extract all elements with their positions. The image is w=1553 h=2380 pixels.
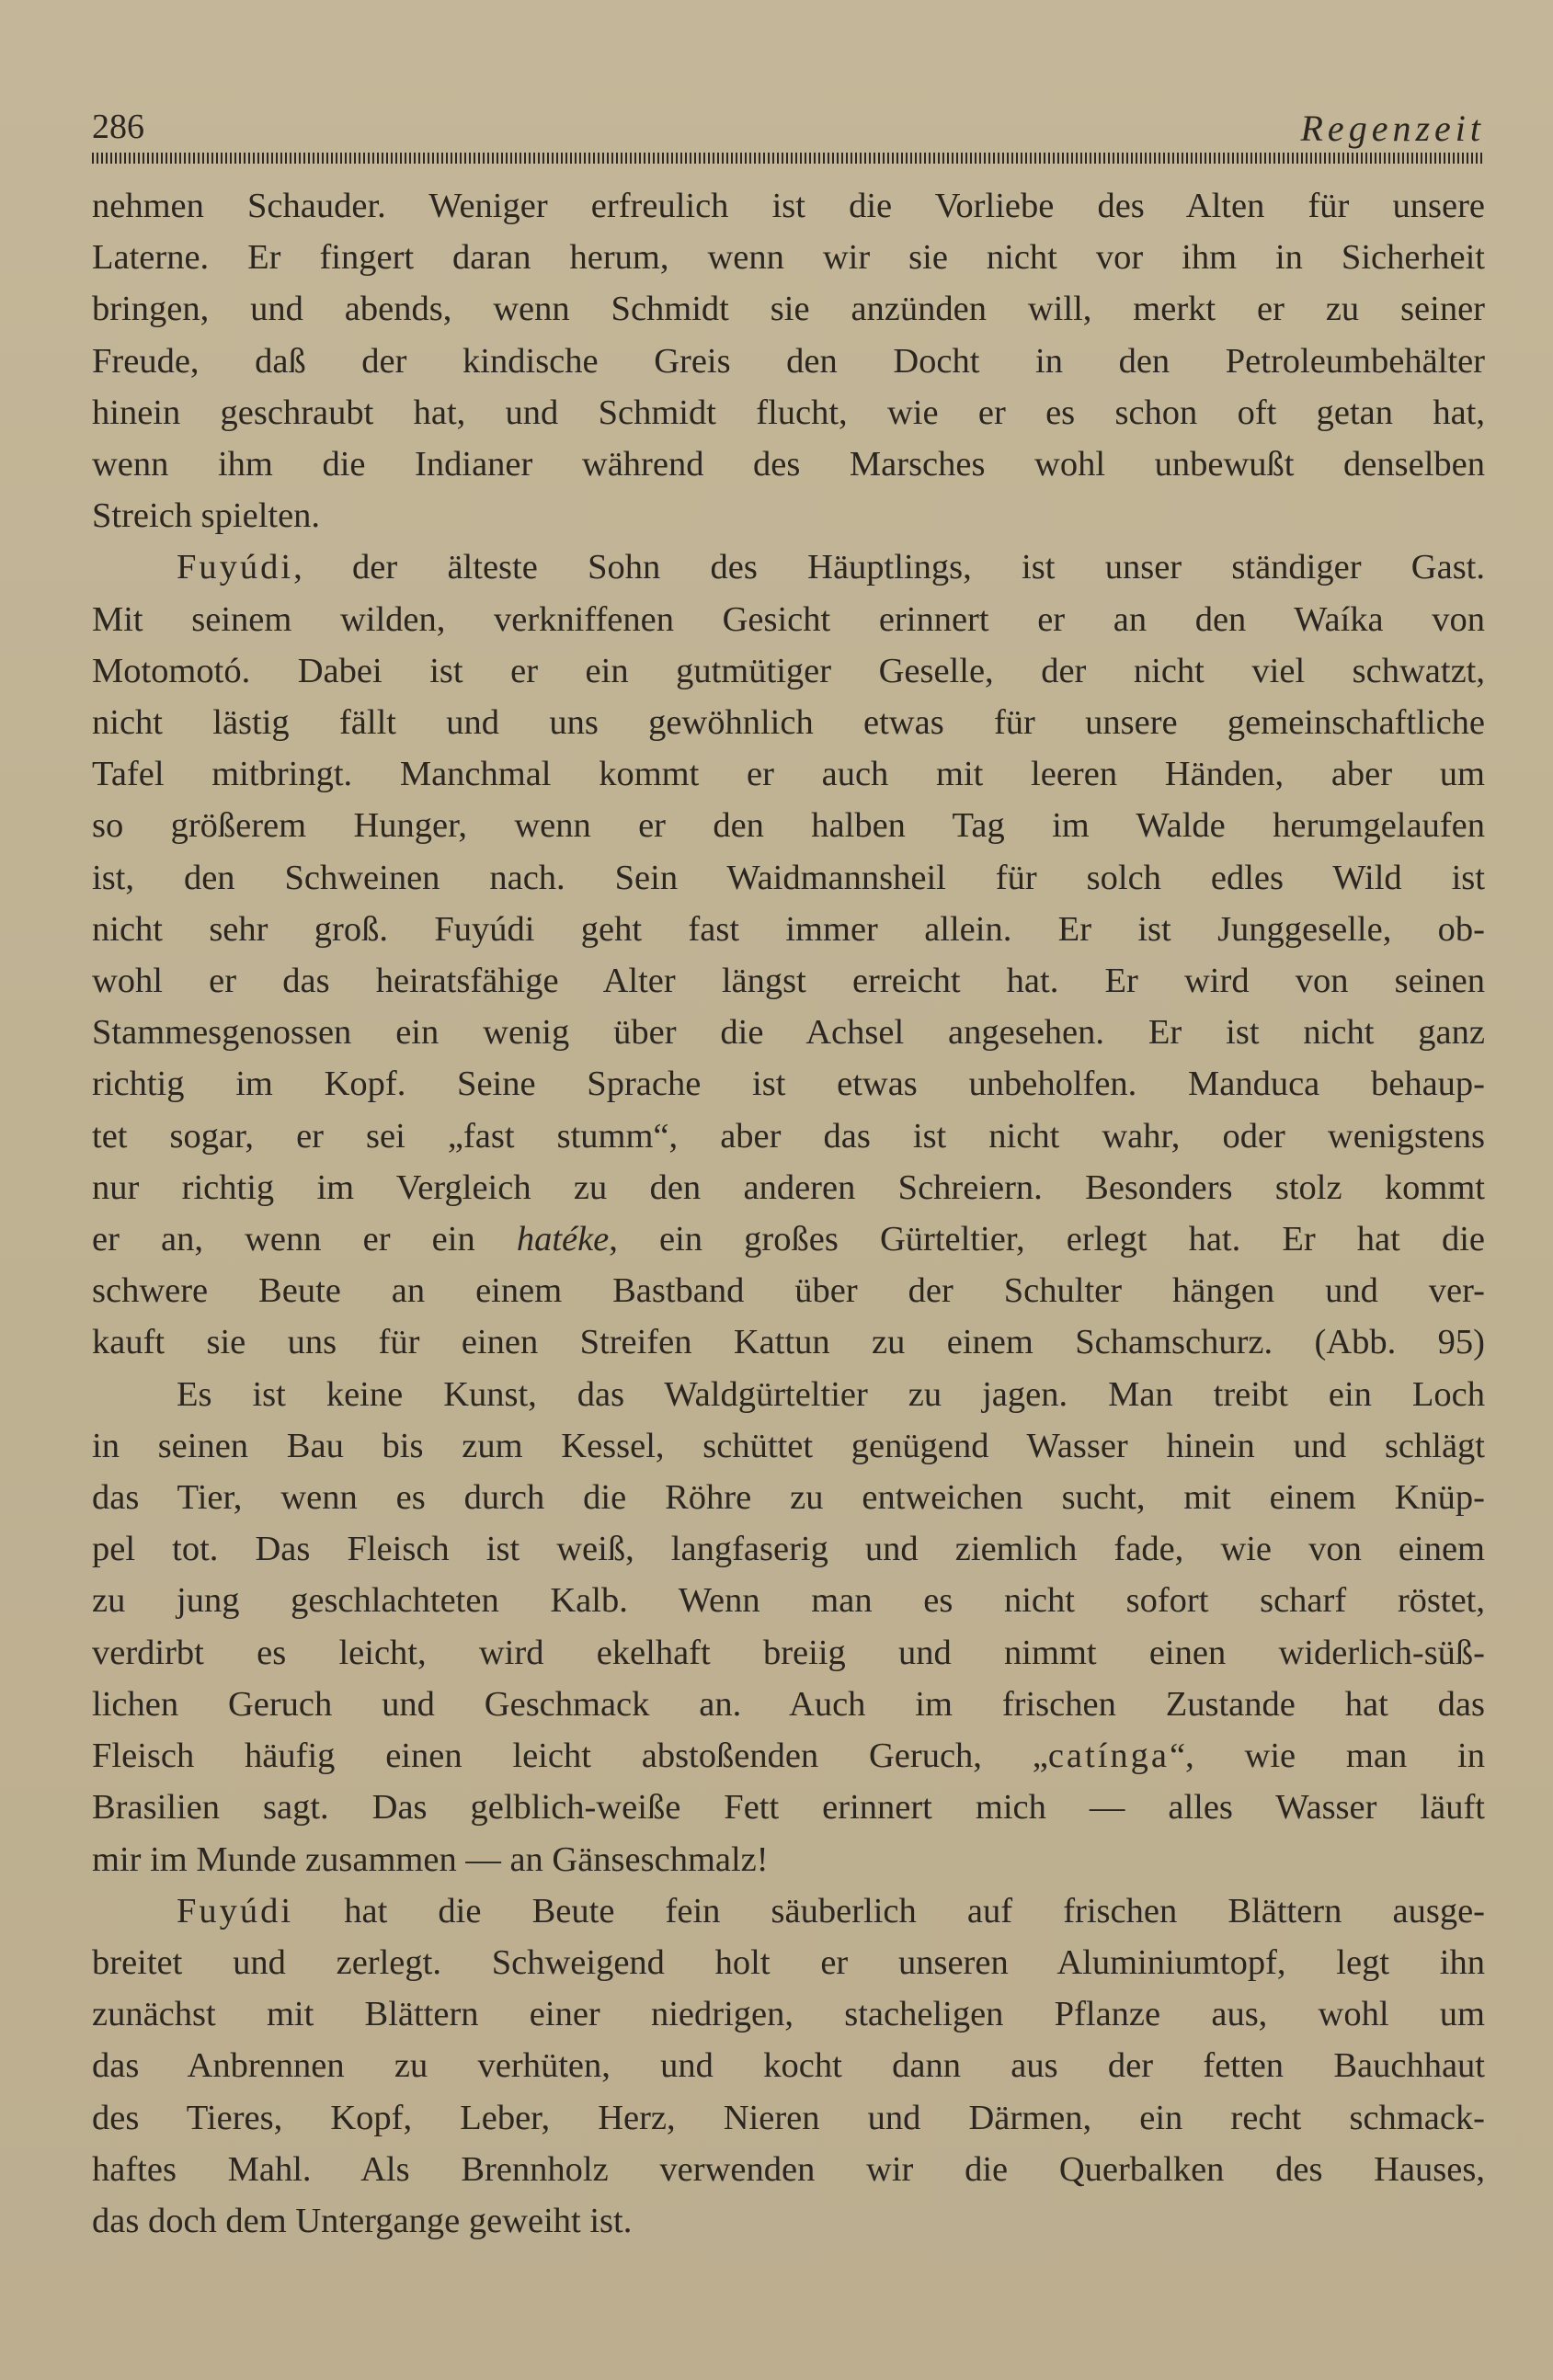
text-line: zu jung geschlachteten Kalb. Wenn man es nicht sofort scharf röstet,	[92, 1581, 1485, 1621]
text-line: das doch dem Untergange geweiht ist.	[92, 2201, 633, 2240]
text-line: schwere Beute an einem Bastband über der Schulter hängen und ver-	[92, 1271, 1485, 1311]
text-line: zunächst mit Blättern einer niedrigen, stacheligen Pflanze aus, wohl um	[92, 1995, 1485, 2034]
text-line: Fuyúdi, der älteste Sohn des Häuptlings, ist unser ständiger Gast.	[177, 548, 1485, 587]
text-line: nur richtig im Vergleich zu den anderen Schreiern. Besonders stolz kommt	[92, 1167, 1485, 1207]
text-line: Freude, daß der kindische Greis den Docht in den Petroleumbehälter	[92, 341, 1485, 381]
text-line: breitet und zerlegt. Schweigend holt er unseren Aluminiumtopf, legt ihn	[92, 1942, 1485, 1982]
page-number: 286	[92, 108, 144, 146]
text-line: hinein geschraubt hat, und Schmidt flucht, wie er es schon oft getan hat,	[92, 393, 1485, 432]
text-line: nicht lästig fällt und uns gewöhnlich etwas für unsere gemeinschaftliche	[92, 703, 1485, 743]
text-line: ist, den Schweinen nach. Sein Waidmannsheil für solch edles Wild ist	[92, 858, 1485, 897]
text-line: Streich spielten.	[92, 496, 321, 536]
text-line: Stammesgenossen ein wenig über die Achsel angesehen. Er ist nicht ganz	[92, 1013, 1485, 1053]
book-page	[92, 103, 1485, 2240]
paragraph-2	[92, 541, 1485, 1368]
text-line: bringen, und abends, wenn Schmidt sie anzünden will, merkt er zu seiner	[92, 290, 1485, 329]
text-line: tet sogar, er sei „fast stumm“, aber das ist nicht wahr, oder wenigstens	[92, 1116, 1485, 1156]
text-line: richtig im Kopf. Seine Sprache ist etwas unbeholfen. Manduca behaup-	[92, 1065, 1485, 1104]
text-line: Brasilien sagt. Das gelblich-weiße Fett erinnert mich — alles Wasser läuft	[92, 1788, 1485, 1828]
text-line: wohl er das heiratsfähige Alter längst erreicht hat. Er wird von seinen	[92, 962, 1485, 1001]
text-line: verdirbt es leicht, wird ekelhaft breiig und nimmt einen widerlich-süß-	[92, 1633, 1485, 1672]
text-line: nicht sehr groß. Fuyúdi geht fast immer allein. Er ist Junggeselle, ob-	[92, 909, 1485, 949]
text-line: in seinen Bau bis zum Kessel, schüttet genügend Wasser hinein und schlägt	[92, 1426, 1485, 1465]
text-line: lichen Geruch und Geschmack an. Auch im frischen Zustande hat das	[92, 1684, 1485, 1724]
text-line: Fuyúdi hat die Beute fein säuberlich auf frischen Blättern ausge-	[177, 1891, 1485, 1930]
decorative-rule	[92, 153, 1485, 164]
text-line: haftes Mahl. Als Brennholz verwenden wir die Querbalken des Hauses,	[92, 2149, 1485, 2189]
text-line: wenn ihm die Indianer während des Marsches wohl unbewußt denselben	[92, 445, 1485, 484]
paragraph-3	[92, 1369, 1485, 1885]
body-text	[92, 180, 1485, 2247]
text-line: mir im Munde zusammen — an Gänseschmalz!	[92, 1839, 769, 1879]
text-line: das Tier, wenn es durch die Röhre zu entweichen sucht, mit einem Knüp-	[92, 1478, 1485, 1518]
paragraph-4	[92, 1885, 1485, 2247]
paragraph-1	[92, 180, 1485, 541]
text-line: er an, wenn er ein hatéke, ein großes Gürteltier, erlegt hat. Er hat die	[92, 1220, 1485, 1259]
text-line: das Anbrennen zu verhüten, und kocht dann aus der fetten Bauchhaut	[92, 2046, 1485, 2086]
text-line: Mit seinem wilden, verkniffenen Gesicht erinnert er an den Waíka von	[92, 599, 1485, 639]
running-title: Regenzeit	[1300, 108, 1485, 149]
text-line: Motomotó. Dabei ist er ein gutmütiger Geselle, der nicht viel schwatzt,	[92, 651, 1485, 690]
text-line: Tafel mitbringt. Manchmal kommt er auch mit leeren Händen, aber um	[92, 755, 1485, 794]
text-line: so größerem Hunger, wenn er den halben Tag im Walde herumgelaufen	[92, 806, 1485, 846]
running-head	[92, 103, 1485, 151]
text-line: nehmen Schauder. Weniger erfreulich ist die Vorliebe des Alten für unsere	[92, 187, 1485, 225]
text-line: pel tot. Das Fleisch ist weiß, langfaserig und ziemlich fade, wie von einem	[92, 1530, 1485, 1569]
text-line: des Tieres, Kopf, Leber, Herz, Nieren und Därmen, ein recht schmack-	[92, 2098, 1485, 2137]
text-line: Es ist keine Kunst, das Waldgürteltier zu jagen. Man treibt ein Loch	[177, 1374, 1485, 1414]
text-line: Laterne. Er fingert daran herum, wenn wir sie nicht vor ihm in Sicherheit	[92, 238, 1485, 278]
text-line: kauft sie uns für einen Streifen Kattun zu einem Schamschurz. (Abb. 95)	[92, 1323, 1485, 1362]
text-line: Fleisch häufig einen leicht abstoßenden Geruch, „catínga“, wie man in	[92, 1737, 1485, 1776]
